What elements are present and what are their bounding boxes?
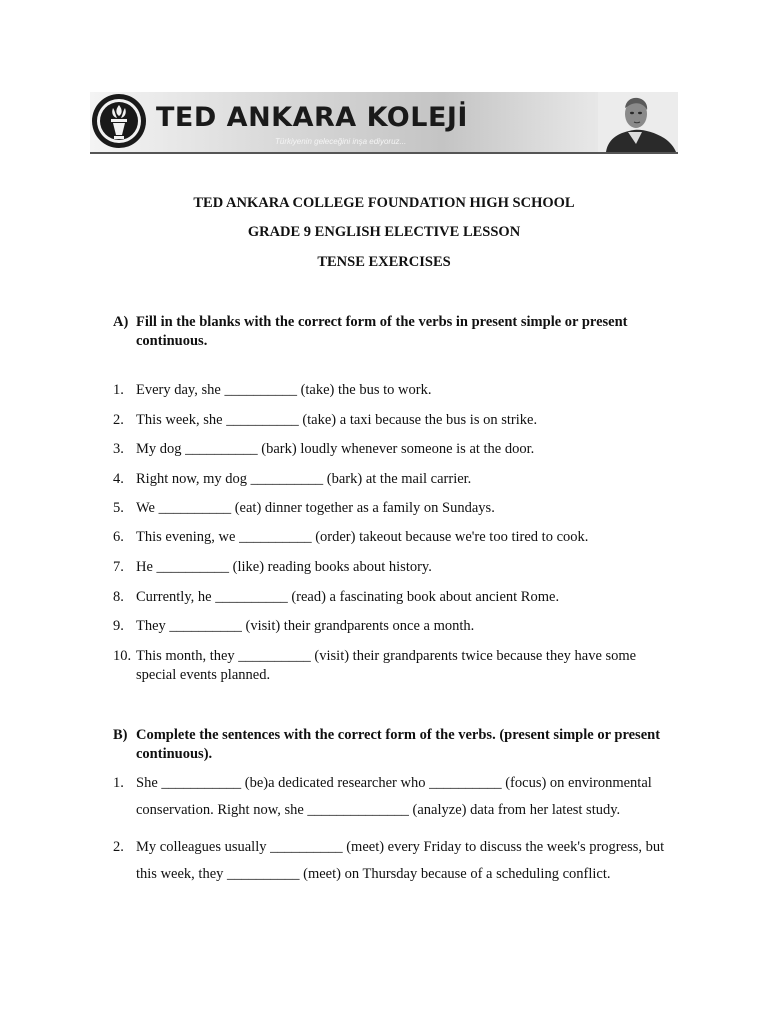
item-number: 7. bbox=[113, 559, 124, 575]
item-text: This evening, we __________ (order) takeout because we're too tired to cook. bbox=[136, 529, 589, 545]
item-number: 1. bbox=[113, 382, 124, 398]
list-item bbox=[113, 834, 673, 888]
course-heading: GRADE 9 ENGLISH ELECTIVE LESSON bbox=[247, 224, 521, 240]
item-number: 9. bbox=[113, 618, 124, 634]
list-item bbox=[113, 528, 673, 547]
section-b-instruction bbox=[113, 726, 663, 764]
section-a-marker: A) bbox=[113, 314, 129, 330]
section-a-instruction bbox=[113, 313, 663, 351]
section-b-text: Complete the sentences with the correct form of the verbs. (present simple or present continuous). bbox=[136, 727, 661, 762]
item-number: 5. bbox=[113, 500, 124, 516]
section-a-text: Fill in the blanks with the correct form of the verbs in present simple or present continuous. bbox=[136, 314, 628, 349]
item-number: 3. bbox=[113, 441, 124, 457]
item-text: This month, they __________ (visit) their grandparents twice because they have some special events planned. bbox=[136, 648, 637, 683]
school-seal-logo bbox=[91, 93, 147, 149]
item-text: This week, she __________ (take) a taxi because the bus is on strike. bbox=[136, 412, 538, 428]
list-item bbox=[113, 770, 673, 824]
item-text: My dog __________ (bark) loudly whenever someone is at the door. bbox=[136, 441, 535, 457]
worksheet-title: TENSE EXERCISES bbox=[317, 254, 451, 270]
portrait-image bbox=[598, 92, 678, 152]
item-number: 2. bbox=[113, 412, 124, 428]
item-text: They __________ (visit) their grandparents once a month. bbox=[136, 618, 475, 634]
item-text: She ___________ (be)a dedicated researcher who __________ (focus) on environmental conservation. Right now, she ______________ (analyze) data from her latest study. bbox=[136, 775, 652, 818]
list-item bbox=[113, 440, 673, 459]
item-text: Currently, he __________ (read) a fascinating book about ancient Rome. bbox=[136, 589, 560, 605]
item-number: 4. bbox=[113, 471, 124, 487]
item-text: My colleagues usually __________ (meet) every Friday to discuss the week's progress, but this week, they __________ (meet) on Thursday because of a scheduling conflict. bbox=[136, 839, 665, 882]
school-banner bbox=[90, 92, 678, 154]
list-item bbox=[113, 588, 673, 607]
banner-slogan: Türkiyenin geleceğini inşa ediyoruz... bbox=[275, 137, 407, 146]
item-text: He __________ (like) reading books about history. bbox=[136, 559, 432, 575]
item-number: 10. bbox=[113, 648, 132, 664]
item-text: Right now, my dog __________ (bark) at the mail carrier. bbox=[136, 471, 472, 487]
section-b-marker: B) bbox=[113, 727, 128, 743]
school-name-heading: TED ANKARA COLLEGE FOUNDATION HIGH SCHOOL bbox=[193, 195, 575, 211]
item-number: 6. bbox=[113, 529, 124, 545]
list-item bbox=[113, 647, 673, 685]
item-text: Every day, she __________ (take) the bus to work. bbox=[136, 382, 432, 398]
list-item bbox=[113, 411, 673, 430]
list-item bbox=[113, 617, 673, 636]
list-item bbox=[113, 499, 673, 518]
item-number: 8. bbox=[113, 589, 124, 605]
list-item bbox=[113, 558, 673, 577]
banner-title: TED ANKARA KOLEJİ bbox=[156, 102, 468, 133]
item-text: We __________ (eat) dinner together as a family on Sundays. bbox=[136, 500, 495, 516]
list-item bbox=[113, 381, 673, 400]
item-number: 2. bbox=[113, 839, 124, 855]
item-number: 1. bbox=[113, 775, 124, 791]
list-item bbox=[113, 470, 673, 489]
